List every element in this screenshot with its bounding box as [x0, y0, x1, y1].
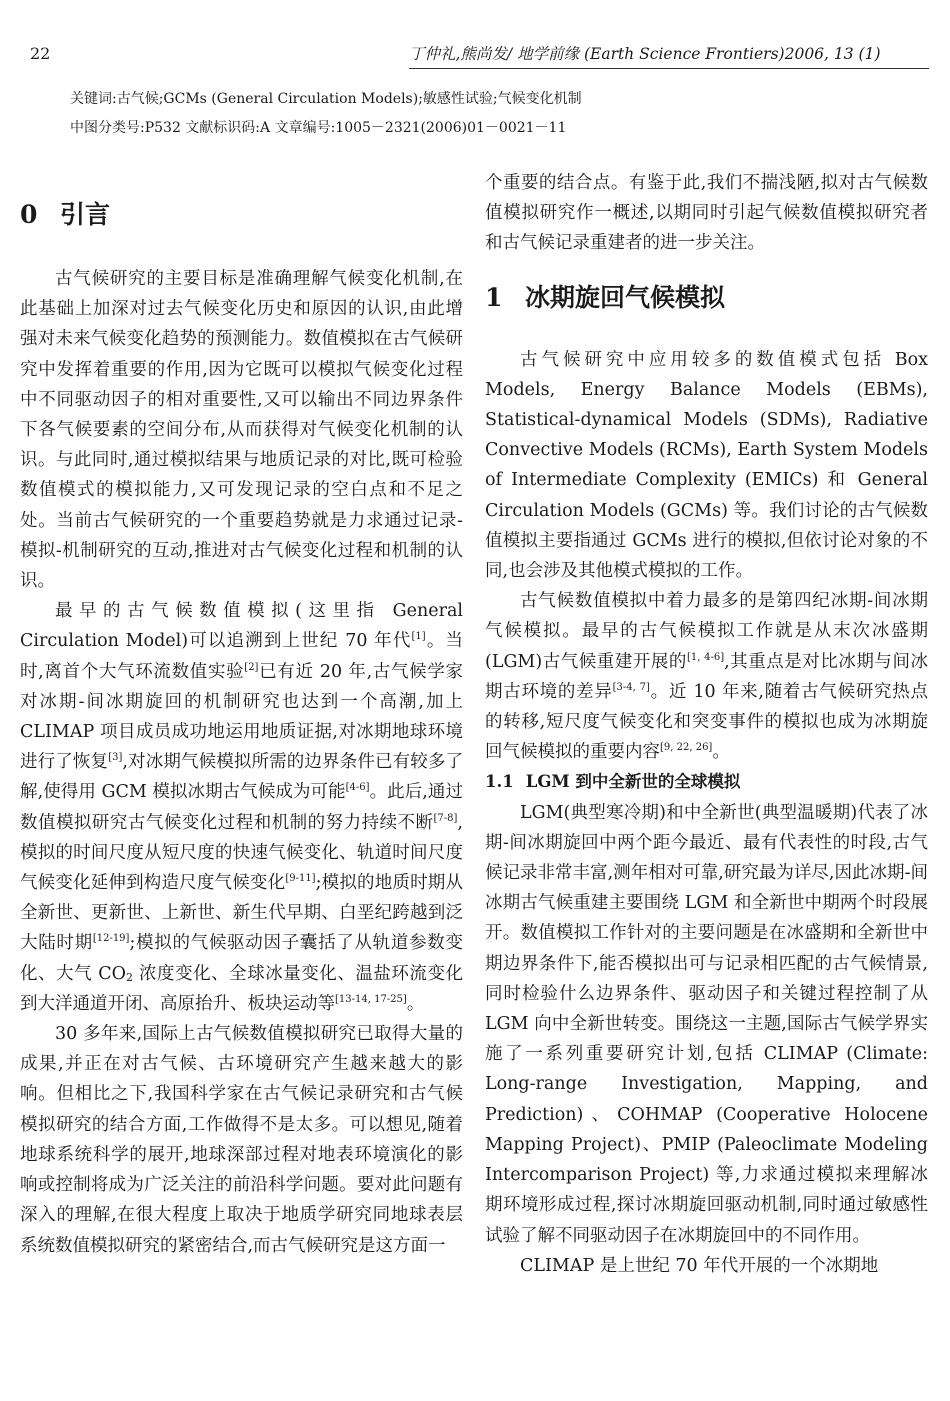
- header-rule: [409, 68, 929, 69]
- subscript: 2: [125, 970, 133, 984]
- intro-paragraph-2: 最早的古气候数值模拟(这里指 General Circulation Model)可以追溯到上世纪 70 年代[1]。当时,离首个大气环流数值实验[2]已有近 20 年,古气候学家对冰期-间冰期旋回的机制研究也达到一个高潮,加上 CLIMAP 项目成员成功地运用地质证据,对冰期地球环境进行了恢复[3],对冰期气候模拟所需的边界条件已有较多了解,使得用 GCM 模拟冰期古气候成为可能[4-6]。此后,通过数值模拟研究古气候变化过程和机制的努力持续不断[7-8],模拟的时间尺度从短尺度的快速气候变化、轨道时间尺度气候变化延伸到构造尺度气候变化[9-11];模拟的地质时期从全新世、更新世、上新世、新生代早期、白垩纪跨越到泛大陆时期[12-19];模拟的气候驱动因子囊括了从轨道参数变化、大气 CO2 浓度变化、全球冰量变化、温盐环流变化到大洋通道开闭、高原抬升、板块运动等[13-14, 17-25]。: [20, 601, 464, 1014]
- section-1-paragraph-1: 古气候研究中应用较多的数值模式包括 Box Models, Energy Balance Models (EBMs), Statistical-dynamical Models (SDMs), Radiative Convective Models (RCMs), Earth System Models of Intermediate Complexity (EMICs) 和 General Circulation Models (GCMs) 等。我们讨论的古气候数值模拟主要指通过 GCMs 进行的模拟,但依讨论对象的不同,也会涉及其他模式模拟的工作。: [485, 349, 928, 582]
- citation: [7-8]: [433, 812, 458, 824]
- intro-paragraph-3-continued: 个重要的结合点。有鉴于此,我们不揣浅陋,拟对古气候数值模拟研究作一概述,以期同时引起气候数值模拟研究者和古气候记录重建者的进一步关注。: [485, 173, 928, 254]
- citation: [1, 4-6]: [686, 651, 725, 663]
- page-number: 22: [30, 44, 51, 63]
- intro-paragraph-1: 古气候研究的主要目标是准确理解气候变化机制,在此基础上加深对过去气候变化历史和原因的认识,由此增强对未来气候变化趋势的预测能力。数值模拟在古气候研究中发挥着重要的作用,因为它既可以模拟气候变化过程中不同驱动因子的相对重要性,又可以输出不同边界条件下各气候要素的空间分布,从而获得对气候变化机制的认识。与此同时,通过模拟结果与地质记录的对比,既可检验数值模式的模拟能力,又可发现记录的空白点和不足之处。当前古气候研究的一个重要趋势就是力求通过记录-模拟-机制研究的互动,推进对古气候变化过程和机制的认识。: [20, 269, 463, 592]
- left-column: [20, 196, 463, 1261]
- running-head: 丁仲礼,熊尚发/ 地学前缘 (Earth Science Frontiers)2006, 13 (1): [409, 45, 881, 63]
- citation: [13-14, 17-25]: [335, 994, 407, 1006]
- section-1-number: 1: [485, 282, 503, 312]
- subsection-1-1-number: 1.1: [485, 772, 514, 792]
- section-1-paragraph-2: 古气候数值模拟中着力最多的是第四纪冰期-间冰期气候模拟。最早的古气候模拟工作就是从末次冰盛期(LGM)古气候重建开展的[1, 4-6],其重点是对比冰期与间冰期古环境的差异[3-4, 7]。近 10 年来,随着古气候研究热点的转移,短尺度气候变化和突变事件的模拟也成为冰期旋回气候模拟的重要内容[9, 22, 26]。: [485, 591, 928, 763]
- citation: [12-19]: [92, 933, 130, 945]
- citation: [9-11]: [285, 873, 316, 885]
- section-1-heading: [485, 279, 928, 317]
- citation: [1]: [411, 631, 426, 643]
- citation: [9, 22, 26]: [660, 742, 713, 754]
- section-0-number: 0: [20, 200, 38, 229]
- right-column: [485, 168, 928, 1281]
- intro-paragraph-3: 30 多年来,国际上古气候数值模拟研究已取得大量的成果,并正在对古气候、古环境研究产生越来越大的影响。但相比之下,我国科学家在古气候记录研究和古气候模拟研究的结合方面,工作做得不是太多。可以想见,随着地球系统科学的展开,地球深部过程对地表环境演化的影响或控制将成为广泛关注的前沿科学问题。要对此问题有深入的理解,在很大程度上取决于地质学研究同地球表层系统数值模拟研究的紧密结合,而古气候研究是这方面一: [20, 1024, 463, 1256]
- page-header: [0, 0, 950, 70]
- section-0-heading: [20, 196, 463, 234]
- subsection-1-1-paragraph-1: LGM(典型寒冷期)和中全新世(典型温暖期)代表了冰期-间冰期旋回中两个距今最近、最有代表性的时段,古气候记录非常丰富,测年相对可靠,研究最为详尽,因此冰期-间冰期古气候重建主要围绕 LGM 和全新世中期两个时段展开。数值模拟工作针对的主要问题是在冰盛期和全新世中期边界条件下,能否模拟出可与记录相匹配的古气候情景,同时检验什么边界条件、驱动因子和关键过程控制了从 LGM 向中全新世转变。围绕这一主题,国际古气候学界实施了一系列重要研究计划,包括 CLIMAP (Climate: Long-range Investigation, Mapping, and Prediction)、COHMAP (Cooperative Holocene Mapping Project)、PMIP (Paleoclimate Modeling Intercomparison Project) 等,力求通过模拟来理解冰期环境形成过程,探讨冰期旋回驱动机制,同时通过敏感性试验了解不同驱动因子在冰期旋回中的不同作用。: [485, 802, 928, 1246]
- section-1-title: 冰期旋回气候模拟: [525, 282, 726, 312]
- classification-line: 中图分类号:P532 文献标识码:A 文章编号:1005－2321(2006)01－0021－11: [70, 120, 567, 136]
- citation: [3-4, 7]: [612, 682, 650, 694]
- citation: [3]: [108, 752, 123, 764]
- subsection-1-1-heading: [485, 767, 928, 797]
- keywords: 关键词:古气候;GCMs (General Circulation Models);敏感性试验;气候变化机制: [70, 91, 582, 107]
- subsection-1-1-paragraph-2: CLIMAP 是上世纪 70 年代开展的一个冰期地: [520, 1255, 879, 1276]
- citation: [2]: [244, 661, 259, 673]
- section-0-title: 引言: [60, 200, 111, 229]
- subsection-1-1-title: LGM 到中全新世的全球模拟: [525, 772, 741, 792]
- citation: [4-6]: [345, 782, 370, 794]
